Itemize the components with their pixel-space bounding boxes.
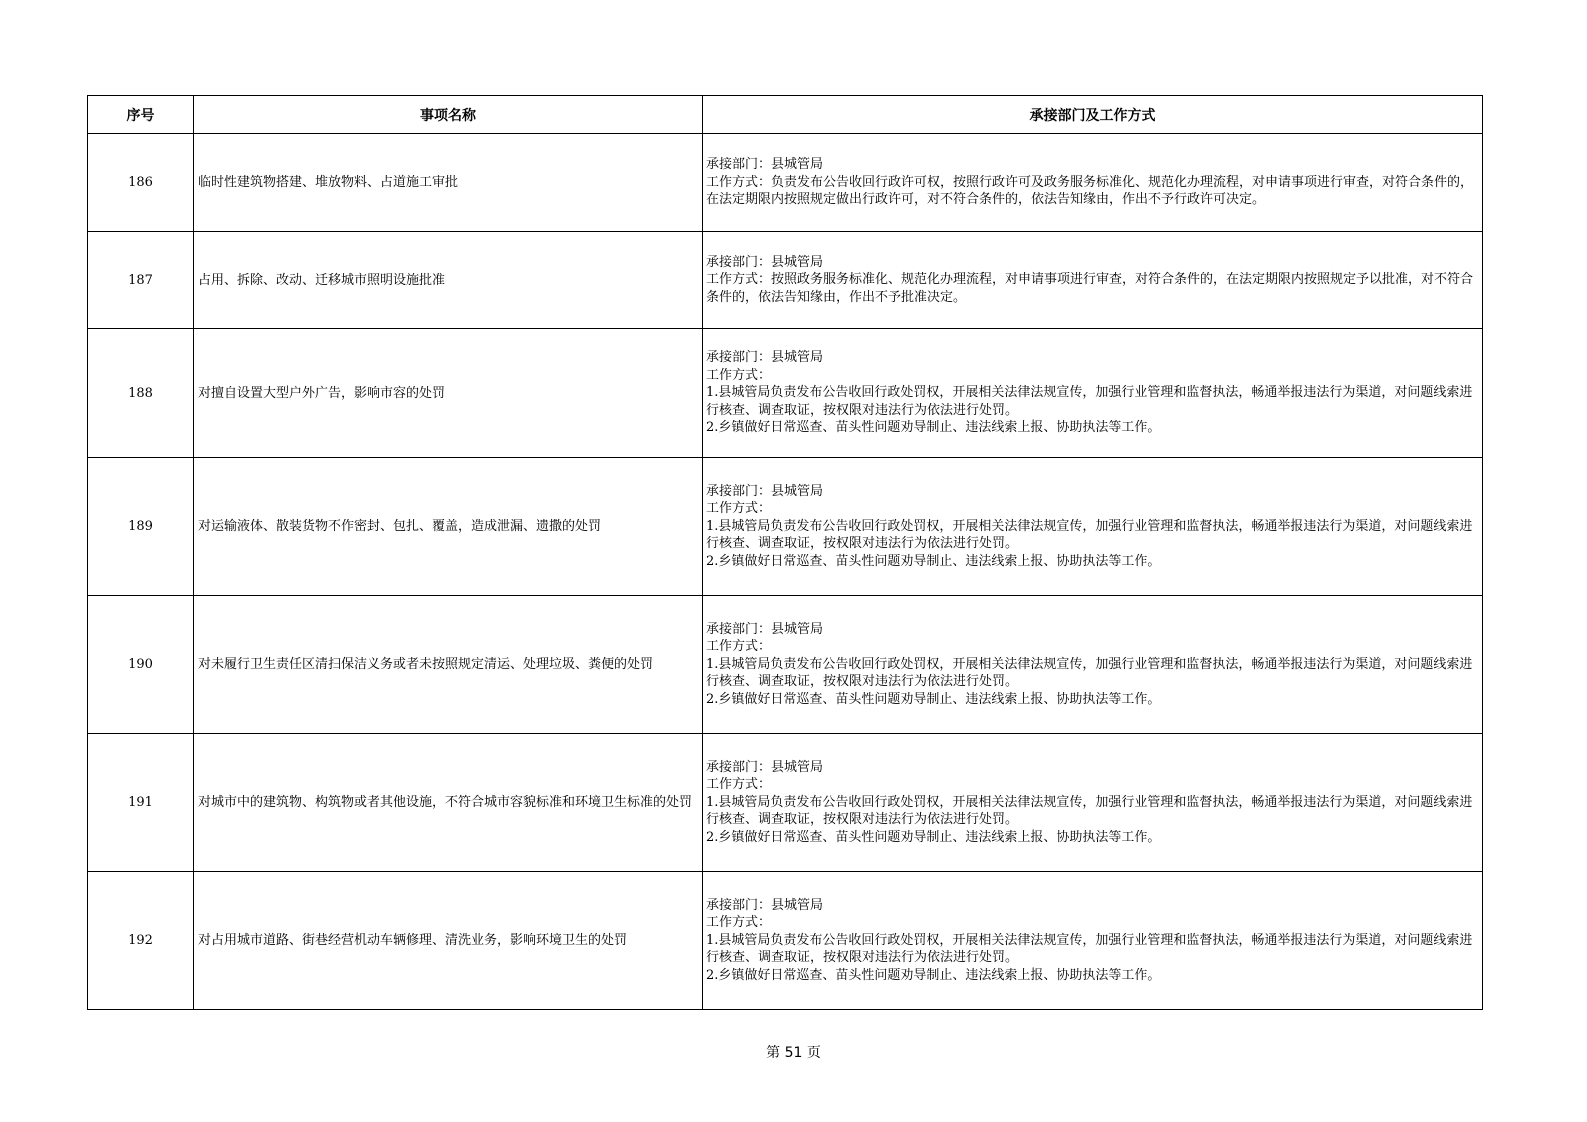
table-row [88, 872, 1483, 1010]
dept-line: 2.乡镇做好日常巡查、苗头性问题劝导制止、违法线索上报、协助执法等工作。 [706, 553, 1161, 569]
header-seq: 序号 [88, 96, 194, 134]
row-dept-method [703, 734, 1483, 872]
dept-line: 承接部门：县城管局 [706, 157, 824, 173]
row-seq: 190 [88, 596, 194, 734]
dept-line: 2.乡镇做好日常巡查、苗头性问题劝导制止、违法线索上报、协助执法等工作。 [706, 829, 1161, 845]
row-item-name: 对城市中的建筑物、构筑物或者其他设施，不符合城市容貌标准和环境卫生标准的处罚 [194, 734, 703, 872]
dept-line: 工作方式： [706, 367, 772, 383]
table-row [88, 134, 1483, 232]
table-row [88, 596, 1483, 734]
row-item-name: 占用、拆除、改动、迁移城市照明设施批准 [194, 232, 703, 329]
header-item-name: 事项名称 [194, 96, 703, 134]
header-dept-method: 承接部门及工作方式 [703, 96, 1483, 134]
row-seq: 189 [88, 458, 194, 596]
items-table [87, 95, 1483, 1010]
row-seq: 187 [88, 232, 194, 329]
table-row [88, 734, 1483, 872]
row-seq: 186 [88, 134, 194, 232]
dept-line: 承接部门：县城管局 [706, 483, 824, 499]
dept-line: 工作方式：负责发布公告收回行政许可权，按照行政许可及政务服务标准化、规范化办理流程，对申请事项进行审查，对符合条件的，在法定期限内按照规定做出行政许可，对不符合条件的，依法告知缘由，作出不予行政许可决定。 [706, 174, 1474, 208]
dept-line: 承接部门：县城管局 [706, 621, 824, 637]
row-seq: 192 [88, 872, 194, 1010]
table-body [88, 134, 1483, 1010]
dept-line: 1.县城管局负责发布公告收回行政处罚权，开展相关法律法规宣传，加强行业管理和监督执法，畅通举报违法行为渠道，对问题线索进行核查、调查取证，按权限对违法行为依法进行处罚。 [706, 656, 1473, 690]
dept-line: 承接部门：县城管局 [706, 350, 824, 366]
dept-line: 工作方式：按照政务服务标准化、规范化办理流程，对申请事项进行审查，对符合条件的，在法定期限内按照规定予以批准，对不符合条件的，依法告知缘由，作出不予批准决定。 [706, 272, 1474, 305]
row-dept-method [703, 458, 1483, 596]
dept-line: 1.县城管局负责发布公告收回行政处罚权，开展相关法律法规宣传，加强行业管理和监督执法，畅通举报违法行为渠道，对问题线索进行核查、调查取证，按权限对违法行为依法进行处罚。 [706, 518, 1473, 552]
dept-line: 工作方式： [706, 777, 772, 793]
dept-line: 1.县城管局负责发布公告收回行政处罚权，开展相关法律法规宣传，加强行业管理和监督执法，畅通举报违法行为渠道，对问题线索进行核查、调查取证，按权限对违法行为依法进行处罚。 [706, 932, 1473, 966]
row-dept-method [703, 134, 1483, 232]
row-seq: 191 [88, 734, 194, 872]
dept-line: 2.乡镇做好日常巡查、苗头性问题劝导制止、违法线索上报、协助执法等工作。 [706, 967, 1161, 983]
table-row [88, 458, 1483, 596]
row-item-name: 对未履行卫生责任区清扫保洁义务或者未按照规定清运、处理垃圾、粪便的处罚 [194, 596, 703, 734]
row-item-name: 对擅自设置大型户外广告，影响市容的处罚 [194, 329, 703, 458]
dept-line: 1.县城管局负责发布公告收回行政处罚权，开展相关法律法规宣传，加强行业管理和监督执法，畅通举报违法行为渠道，对问题线索进行核查、调查取证，按权限对违法行为依法进行处罚。 [706, 794, 1473, 828]
dept-line: 承接部门：县城管局 [706, 254, 824, 270]
dept-line: 工作方式： [706, 915, 772, 931]
dept-line: 工作方式： [706, 639, 772, 655]
dept-line: 工作方式： [706, 501, 772, 517]
dept-line: 承接部门：县城管局 [706, 759, 824, 775]
row-dept-method [703, 329, 1483, 458]
dept-line: 2.乡镇做好日常巡查、苗头性问题劝导制止、违法线索上报、协助执法等工作。 [706, 420, 1161, 436]
row-dept-method [703, 596, 1483, 734]
dept-line: 2.乡镇做好日常巡查、苗头性问题劝导制止、违法线索上报、协助执法等工作。 [706, 691, 1161, 707]
table-header-row [88, 96, 1483, 134]
page-number: 第 51 页 [766, 1045, 821, 1061]
row-seq: 188 [88, 329, 194, 458]
row-dept-method [703, 232, 1483, 329]
row-item-name: 对占用城市道路、街巷经营机动车辆修理、清洗业务，影响环境卫生的处罚 [194, 872, 703, 1010]
table-row [88, 232, 1483, 329]
row-dept-method [703, 872, 1483, 1010]
row-item-name: 对运输液体、散装货物不作密封、包扎、覆盖，造成泄漏、遗撒的处罚 [194, 458, 703, 596]
table-row [88, 329, 1483, 458]
dept-line: 承接部门：县城管局 [706, 897, 824, 913]
dept-line: 1.县城管局负责发布公告收回行政处罚权，开展相关法律法规宣传，加强行业管理和监督执法，畅通举报违法行为渠道，对问题线索进行核查、调查取证，按权限对违法行为依法进行处罚。 [706, 385, 1473, 418]
row-item-name: 临时性建筑物搭建、堆放物料、占道施工审批 [194, 134, 703, 232]
